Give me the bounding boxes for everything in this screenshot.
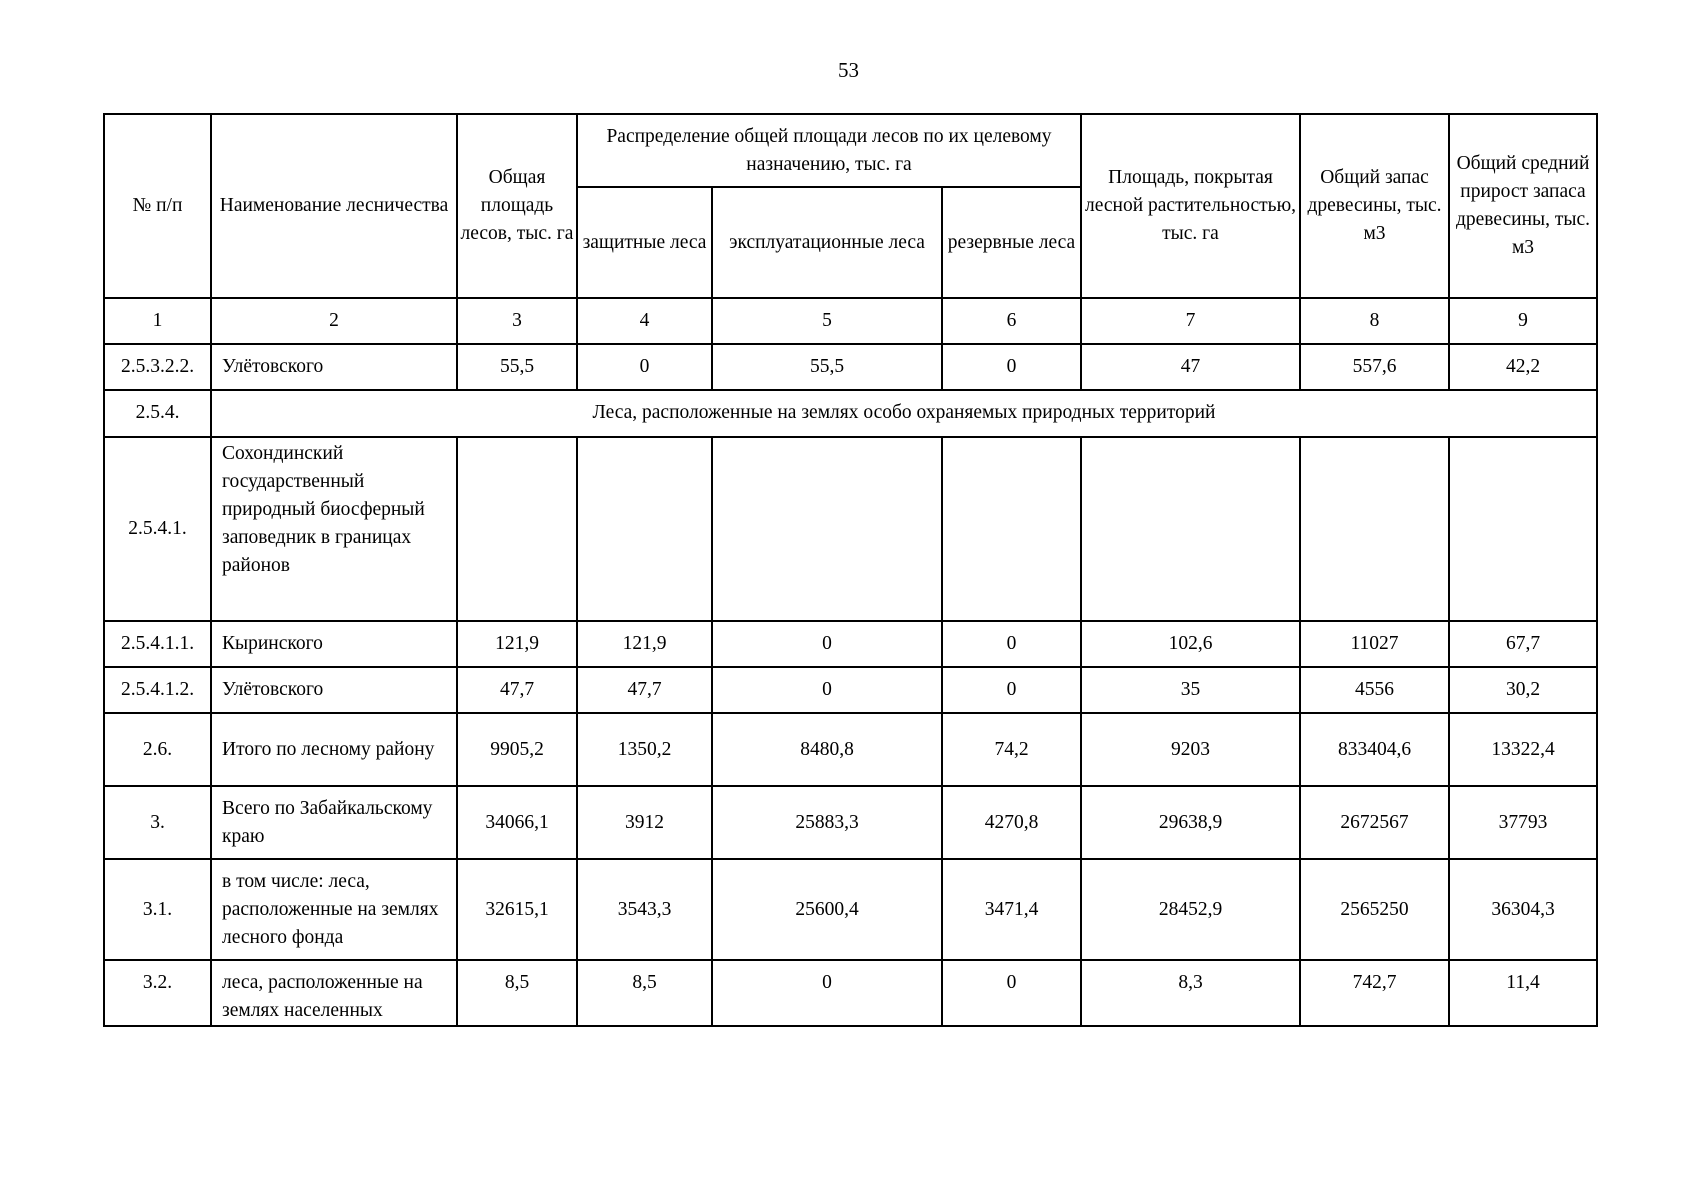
row-number: 3. xyxy=(104,786,211,859)
protective-value: 121,9 xyxy=(577,621,712,667)
table-row xyxy=(104,713,1597,786)
forestry-name: леса, расположенные на землях населенных xyxy=(211,960,457,1026)
table-row xyxy=(104,859,1597,960)
total-area-value: 8,5 xyxy=(457,960,577,1026)
column-number: 9 xyxy=(1449,298,1597,344)
header-wood-stock: Общий запас древесины, тыс. м3 xyxy=(1300,114,1449,298)
exploitation-value: 0 xyxy=(712,621,942,667)
covered-area-value: 9203 xyxy=(1081,713,1300,786)
table-row xyxy=(104,667,1597,713)
page-number: 53 xyxy=(838,58,859,82)
total-area-value: 121,9 xyxy=(457,621,577,667)
table-row xyxy=(104,621,1597,667)
total-area-value: 55,5 xyxy=(457,344,577,390)
wood-stock-value xyxy=(1300,437,1449,621)
row-number: 2.5.4.1.2. xyxy=(104,667,211,713)
table-row xyxy=(104,960,1597,1026)
row-number: 3.1. xyxy=(104,859,211,960)
total-area-value: 9905,2 xyxy=(457,713,577,786)
protective-value: 47,7 xyxy=(577,667,712,713)
total-area-value: 47,7 xyxy=(457,667,577,713)
forestry-name: Итого по лесному району xyxy=(211,713,457,786)
forestry-name: Кыринского xyxy=(211,621,457,667)
column-number: 8 xyxy=(1300,298,1449,344)
header-total-area: Общая площадь лесов, тыс. га xyxy=(457,114,577,298)
column-number: 2 xyxy=(211,298,457,344)
exploitation-value: 25883,3 xyxy=(712,786,942,859)
row-number: 2.5.3.2.2. xyxy=(104,344,211,390)
protective-value: 0 xyxy=(577,344,712,390)
table-row xyxy=(104,786,1597,859)
exploitation-value: 25600,4 xyxy=(712,859,942,960)
reserve-value: 0 xyxy=(942,344,1081,390)
protective-value: 8,5 xyxy=(577,960,712,1026)
reserve-value: 74,2 xyxy=(942,713,1081,786)
exploitation-value: 0 xyxy=(712,667,942,713)
header-number: № п/п xyxy=(104,114,211,298)
exploitation-value: 55,5 xyxy=(712,344,942,390)
wood-stock-value: 4556 xyxy=(1300,667,1449,713)
column-number: 1 xyxy=(104,298,211,344)
covered-area-value: 28452,9 xyxy=(1081,859,1300,960)
average-growth-value xyxy=(1449,437,1597,621)
header-covered-area: Площадь, покрытая лесной растительностью, тыс. га xyxy=(1081,114,1300,298)
wood-stock-value: 557,6 xyxy=(1300,344,1449,390)
covered-area-value: 47 xyxy=(1081,344,1300,390)
average-growth-value: 30,2 xyxy=(1449,667,1597,713)
row-number: 2.5.4. xyxy=(104,390,211,437)
column-number: 7 xyxy=(1081,298,1300,344)
protective-value: 3543,3 xyxy=(577,859,712,960)
row-number: 2.5.4.1.1. xyxy=(104,621,211,667)
average-growth-value: 11,4 xyxy=(1449,960,1597,1026)
exploitation-value: 8480,8 xyxy=(712,713,942,786)
header-exploitation-forests: эксплуатационные леса xyxy=(712,187,942,298)
covered-area-value: 102,6 xyxy=(1081,621,1300,667)
average-growth-value: 36304,3 xyxy=(1449,859,1597,960)
total-area-value xyxy=(457,437,577,621)
average-growth-value: 13322,4 xyxy=(1449,713,1597,786)
forestry-name: Сохондинский государственный природный биосферный заповедник в границах районов xyxy=(211,437,457,621)
protective-value xyxy=(577,437,712,621)
average-growth-value: 37793 xyxy=(1449,786,1597,859)
header-reserve-forests: резервные леса xyxy=(942,187,1081,298)
column-number: 4 xyxy=(577,298,712,344)
row-number: 3.2. xyxy=(104,960,211,1026)
row-number: 2.6. xyxy=(104,713,211,786)
exploitation-value: 0 xyxy=(712,960,942,1026)
reserve-value: 4270,8 xyxy=(942,786,1081,859)
total-area-value: 34066,1 xyxy=(457,786,577,859)
protective-value: 3912 xyxy=(577,786,712,859)
covered-area-value: 8,3 xyxy=(1081,960,1300,1026)
exploitation-value xyxy=(712,437,942,621)
header-row-1 xyxy=(104,114,1597,187)
reserve-value: 3471,4 xyxy=(942,859,1081,960)
average-growth-value: 67,7 xyxy=(1449,621,1597,667)
column-number-row xyxy=(104,298,1597,344)
wood-stock-value: 742,7 xyxy=(1300,960,1449,1026)
forest-area-table xyxy=(103,113,1598,1027)
section-row xyxy=(104,390,1597,437)
header-average-growth: Общий средний прирост запаса древесины, тыс. м3 xyxy=(1449,114,1597,298)
covered-area-value: 35 xyxy=(1081,667,1300,713)
table-row xyxy=(104,437,1597,621)
wood-stock-value: 2565250 xyxy=(1300,859,1449,960)
header-protective-forests: защитные леса xyxy=(577,187,712,298)
forestry-name: Улётовского xyxy=(211,344,457,390)
forestry-name: Улётовского xyxy=(211,667,457,713)
reserve-value xyxy=(942,437,1081,621)
column-number: 6 xyxy=(942,298,1081,344)
covered-area-value: 29638,9 xyxy=(1081,786,1300,859)
wood-stock-value: 11027 xyxy=(1300,621,1449,667)
reserve-value: 0 xyxy=(942,621,1081,667)
column-number: 3 xyxy=(457,298,577,344)
total-area-value: 32615,1 xyxy=(457,859,577,960)
protective-value: 1350,2 xyxy=(577,713,712,786)
table-row xyxy=(104,344,1597,390)
reserve-value: 0 xyxy=(942,960,1081,1026)
row-number: 2.5.4.1. xyxy=(104,437,211,621)
column-number: 5 xyxy=(712,298,942,344)
average-growth-value: 42,2 xyxy=(1449,344,1597,390)
header-forestry-name: Наименование лесничества xyxy=(211,114,457,298)
forestry-name: в том числе: леса, расположенные на землях лесного фонда xyxy=(211,859,457,960)
header-distribution-group: Распределение общей площади лесов по их целевому назначению, тыс. га xyxy=(577,114,1081,187)
wood-stock-value: 833404,6 xyxy=(1300,713,1449,786)
covered-area-value xyxy=(1081,437,1300,621)
section-title: Леса, расположенные на землях особо охраняемых природных территорий xyxy=(211,390,1597,437)
wood-stock-value: 2672567 xyxy=(1300,786,1449,859)
reserve-value: 0 xyxy=(942,667,1081,713)
forestry-name: Всего по Забайкальскому краю xyxy=(211,786,457,859)
